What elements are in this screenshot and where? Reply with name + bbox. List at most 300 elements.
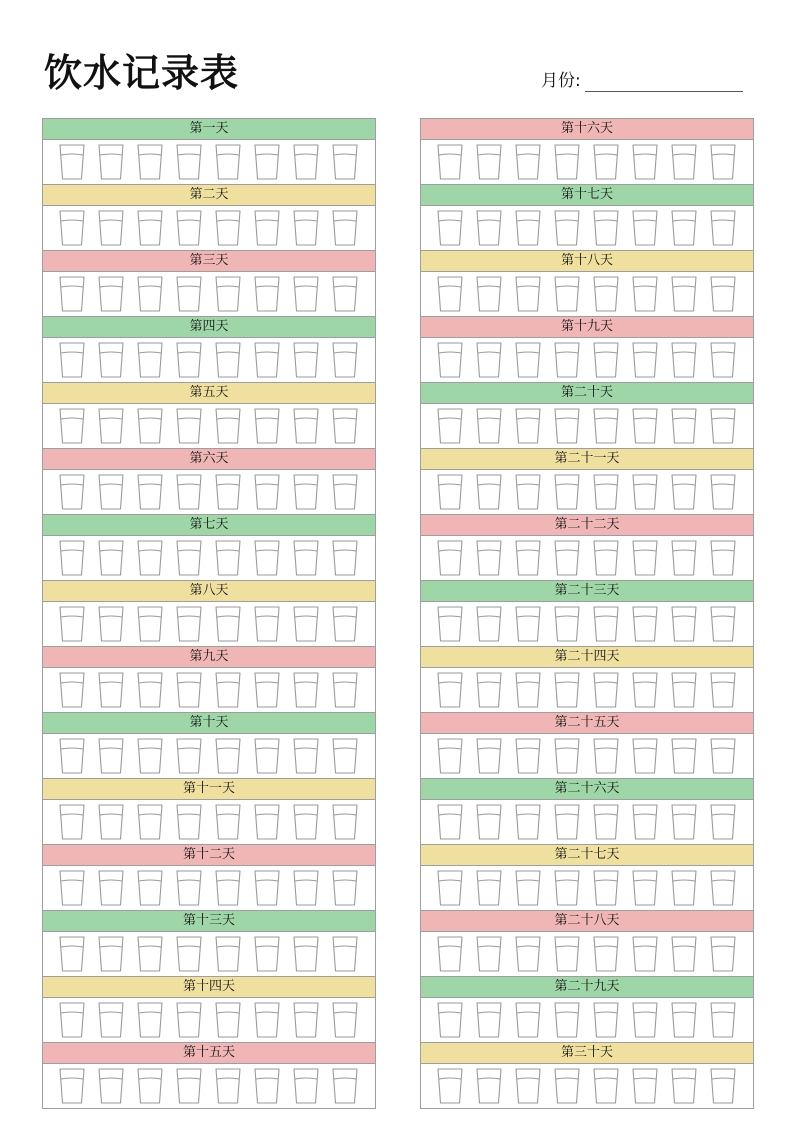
water-cup-icon[interactable] — [670, 935, 698, 973]
water-cup-icon[interactable] — [58, 1067, 86, 1105]
page-title: 饮水记录表 — [44, 51, 240, 95]
water-cup-icon[interactable] — [58, 341, 86, 379]
water-cup-icon[interactable] — [292, 737, 320, 775]
day-block — [42, 383, 376, 449]
water-cup-icon[interactable] — [475, 803, 503, 841]
cup-row — [421, 470, 753, 514]
water-cup-icon[interactable] — [58, 275, 86, 313]
water-cup-icon[interactable] — [292, 275, 320, 313]
water-cup-icon[interactable] — [553, 737, 581, 775]
water-cup-icon[interactable] — [436, 1001, 464, 1039]
water-cup-icon[interactable] — [670, 803, 698, 841]
water-cup-icon[interactable] — [592, 605, 620, 643]
cup-row — [43, 866, 375, 910]
water-cup-icon[interactable] — [436, 1067, 464, 1105]
water-cup-icon[interactable] — [475, 275, 503, 313]
water-cup-icon[interactable] — [253, 143, 281, 181]
water-cup-icon[interactable] — [214, 407, 242, 445]
water-cup-icon[interactable] — [253, 605, 281, 643]
water-cup-icon[interactable] — [709, 1067, 737, 1105]
water-cup-icon[interactable] — [436, 275, 464, 313]
water-cup-icon[interactable] — [253, 209, 281, 247]
water-cup-icon[interactable] — [331, 209, 359, 247]
day-block — [420, 118, 754, 185]
day-block — [42, 911, 376, 977]
water-cup-icon[interactable] — [214, 473, 242, 511]
water-cup-icon[interactable] — [58, 407, 86, 445]
water-cup-icon[interactable] — [175, 407, 203, 445]
water-cup-icon[interactable] — [631, 737, 659, 775]
water-cup-icon[interactable] — [331, 1001, 359, 1039]
water-cup-icon[interactable] — [253, 1001, 281, 1039]
water-cup-icon[interactable] — [670, 209, 698, 247]
water-cup-icon[interactable] — [292, 935, 320, 973]
water-cup-icon[interactable] — [214, 935, 242, 973]
water-cup-icon[interactable] — [436, 869, 464, 907]
water-cup-icon[interactable] — [331, 737, 359, 775]
water-cup-icon[interactable] — [97, 803, 125, 841]
water-cup-icon[interactable] — [97, 209, 125, 247]
water-cup-icon[interactable] — [592, 143, 620, 181]
water-cup-icon[interactable] — [175, 1067, 203, 1105]
water-cup-icon[interactable] — [475, 143, 503, 181]
water-cup-icon[interactable] — [175, 539, 203, 577]
water-cup-icon[interactable] — [514, 605, 542, 643]
day-block — [420, 383, 754, 449]
day-label: 第十天 — [43, 713, 375, 734]
water-cup-icon[interactable] — [670, 1067, 698, 1105]
water-cup-icon[interactable] — [553, 1001, 581, 1039]
water-cup-icon[interactable] — [331, 671, 359, 709]
water-cup-icon[interactable] — [136, 605, 164, 643]
water-cup-icon[interactable] — [631, 605, 659, 643]
water-cup-icon[interactable] — [331, 143, 359, 181]
water-cup-icon[interactable] — [136, 209, 164, 247]
day-label: 第二天 — [43, 185, 375, 206]
water-cup-icon[interactable] — [436, 737, 464, 775]
water-cup-icon[interactable] — [175, 737, 203, 775]
water-cup-icon[interactable] — [631, 539, 659, 577]
water-cup-icon[interactable] — [214, 803, 242, 841]
day-label: 第一天 — [43, 119, 375, 140]
day-block — [420, 317, 754, 383]
water-cup-icon[interactable] — [709, 407, 737, 445]
water-cup-icon[interactable] — [97, 737, 125, 775]
water-cup-icon[interactable] — [58, 473, 86, 511]
water-cup-icon[interactable] — [475, 869, 503, 907]
day-label: 第十一天 — [43, 779, 375, 800]
water-cup-icon[interactable] — [175, 935, 203, 973]
water-cup-icon[interactable] — [331, 869, 359, 907]
water-cup-icon[interactable] — [253, 539, 281, 577]
water-cup-icon[interactable] — [97, 539, 125, 577]
water-cup-icon[interactable] — [331, 341, 359, 379]
cup-row — [43, 734, 375, 778]
day-label: 第十四天 — [43, 977, 375, 998]
day-block — [420, 515, 754, 581]
water-cup-icon[interactable] — [97, 143, 125, 181]
water-cup-icon[interactable] — [136, 473, 164, 511]
water-cup-icon[interactable] — [175, 473, 203, 511]
cup-row — [421, 272, 753, 316]
water-cup-icon[interactable] — [292, 473, 320, 511]
water-cup-icon[interactable] — [709, 605, 737, 643]
water-cup-icon[interactable] — [175, 605, 203, 643]
water-cup-icon[interactable] — [631, 1067, 659, 1105]
water-cup-icon[interactable] — [592, 1067, 620, 1105]
water-cup-icon[interactable] — [475, 605, 503, 643]
water-cup-icon[interactable] — [475, 209, 503, 247]
water-cup-icon[interactable] — [553, 209, 581, 247]
water-cup-icon[interactable] — [175, 803, 203, 841]
water-cup-icon[interactable] — [436, 671, 464, 709]
water-cup-icon[interactable] — [514, 935, 542, 973]
cup-row — [43, 404, 375, 448]
water-cup-icon[interactable] — [631, 143, 659, 181]
water-cup-icon[interactable] — [475, 737, 503, 775]
water-cup-icon[interactable] — [292, 341, 320, 379]
water-cup-icon[interactable] — [58, 209, 86, 247]
cup-row — [43, 470, 375, 514]
water-cup-icon[interactable] — [514, 143, 542, 181]
water-cup-icon[interactable] — [292, 1067, 320, 1105]
water-cup-icon[interactable] — [514, 803, 542, 841]
water-cup-icon[interactable] — [553, 935, 581, 973]
water-cup-icon[interactable] — [709, 803, 737, 841]
water-cup-icon[interactable] — [97, 935, 125, 973]
water-cup-icon[interactable] — [97, 1001, 125, 1039]
water-cup-icon[interactable] — [475, 1001, 503, 1039]
day-block — [42, 251, 376, 317]
cup-row — [43, 932, 375, 976]
water-cup-icon[interactable] — [709, 209, 737, 247]
water-cup-icon[interactable] — [514, 737, 542, 775]
water-cup-icon[interactable] — [631, 407, 659, 445]
water-cup-icon[interactable] — [475, 935, 503, 973]
day-block — [420, 779, 754, 845]
day-block — [42, 581, 376, 647]
water-cup-icon[interactable] — [553, 605, 581, 643]
water-cup-icon[interactable] — [136, 341, 164, 379]
water-cup-icon[interactable] — [292, 407, 320, 445]
water-cup-icon[interactable] — [436, 143, 464, 181]
water-cup-icon[interactable] — [553, 671, 581, 709]
water-cup-icon[interactable] — [514, 869, 542, 907]
water-cup-icon[interactable] — [514, 341, 542, 379]
water-cup-icon[interactable] — [214, 605, 242, 643]
water-cup-icon[interactable] — [631, 341, 659, 379]
cup-row — [421, 932, 753, 976]
water-cup-icon[interactable] — [292, 209, 320, 247]
water-cup-icon[interactable] — [214, 869, 242, 907]
water-cup-icon[interactable] — [553, 143, 581, 181]
water-cup-icon[interactable] — [631, 803, 659, 841]
day-label: 第七天 — [43, 515, 375, 536]
water-cup-icon[interactable] — [136, 275, 164, 313]
water-cup-icon[interactable] — [175, 341, 203, 379]
water-cup-icon[interactable] — [331, 1067, 359, 1105]
water-cup-icon[interactable] — [58, 935, 86, 973]
cup-row — [43, 998, 375, 1042]
water-cup-icon[interactable] — [97, 407, 125, 445]
water-cup-icon[interactable] — [292, 803, 320, 841]
day-block — [420, 185, 754, 251]
month-label: 月份: — [541, 71, 581, 91]
water-cup-icon[interactable] — [436, 539, 464, 577]
water-cup-icon[interactable] — [175, 671, 203, 709]
water-cup-icon[interactable] — [670, 275, 698, 313]
water-cup-icon[interactable] — [175, 275, 203, 313]
water-cup-icon[interactable] — [631, 869, 659, 907]
day-block — [42, 1043, 376, 1109]
water-cup-icon[interactable] — [331, 473, 359, 511]
water-cup-icon[interactable] — [331, 605, 359, 643]
water-cup-icon[interactable] — [709, 341, 737, 379]
water-cup-icon[interactable] — [97, 473, 125, 511]
water-cup-icon[interactable] — [136, 407, 164, 445]
water-cup-icon[interactable] — [670, 737, 698, 775]
water-cup-icon[interactable] — [58, 803, 86, 841]
water-cup-icon[interactable] — [214, 1001, 242, 1039]
water-cup-icon[interactable] — [175, 1001, 203, 1039]
water-cup-icon[interactable] — [292, 539, 320, 577]
cup-row — [421, 602, 753, 646]
water-cup-icon[interactable] — [553, 803, 581, 841]
water-cup-icon[interactable] — [58, 605, 86, 643]
water-cup-icon[interactable] — [214, 671, 242, 709]
day-label: 第二十六天 — [421, 779, 753, 800]
water-cup-icon[interactable] — [253, 1067, 281, 1105]
water-cup-icon[interactable] — [670, 869, 698, 907]
water-cup-icon[interactable] — [592, 341, 620, 379]
water-cup-icon[interactable] — [670, 605, 698, 643]
water-cup-icon[interactable] — [514, 671, 542, 709]
water-cup-icon[interactable] — [97, 671, 125, 709]
day-label: 第十九天 — [421, 317, 753, 338]
water-cup-icon[interactable] — [592, 935, 620, 973]
water-cup-icon[interactable] — [709, 473, 737, 511]
water-cup-icon[interactable] — [292, 671, 320, 709]
water-cup-icon[interactable] — [136, 1001, 164, 1039]
water-cup-icon[interactable] — [670, 407, 698, 445]
water-cup-icon[interactable] — [475, 539, 503, 577]
water-cup-icon[interactable] — [58, 869, 86, 907]
cup-row — [421, 140, 753, 184]
water-cup-icon[interactable] — [670, 671, 698, 709]
water-cup-icon[interactable] — [292, 605, 320, 643]
water-cup-icon[interactable] — [592, 869, 620, 907]
water-cup-icon[interactable] — [58, 143, 86, 181]
water-cup-icon[interactable] — [331, 935, 359, 973]
water-cup-icon[interactable] — [136, 869, 164, 907]
water-cup-icon[interactable] — [670, 143, 698, 181]
water-cup-icon[interactable] — [475, 473, 503, 511]
water-cup-icon[interactable] — [436, 605, 464, 643]
water-cup-icon[interactable] — [475, 671, 503, 709]
water-cup-icon[interactable] — [592, 737, 620, 775]
water-cup-icon[interactable] — [97, 869, 125, 907]
day-label: 第六天 — [43, 449, 375, 470]
water-cup-icon[interactable] — [436, 341, 464, 379]
water-cup-icon[interactable] — [631, 1001, 659, 1039]
water-cup-icon[interactable] — [331, 539, 359, 577]
day-block — [420, 251, 754, 317]
water-cup-icon[interactable] — [253, 407, 281, 445]
water-cup-icon[interactable] — [475, 341, 503, 379]
water-cup-icon[interactable] — [553, 473, 581, 511]
day-label: 第十七天 — [421, 185, 753, 206]
day-block — [42, 713, 376, 779]
water-cup-icon[interactable] — [592, 209, 620, 247]
water-cup-icon[interactable] — [709, 1001, 737, 1039]
water-cup-icon[interactable] — [670, 341, 698, 379]
water-cup-icon[interactable] — [331, 407, 359, 445]
water-cup-icon[interactable] — [97, 341, 125, 379]
water-cup-icon[interactable] — [436, 407, 464, 445]
water-cup-icon[interactable] — [58, 671, 86, 709]
water-cup-icon[interactable] — [631, 935, 659, 973]
water-cup-icon[interactable] — [292, 1001, 320, 1039]
water-cup-icon[interactable] — [331, 275, 359, 313]
water-cup-icon[interactable] — [436, 209, 464, 247]
water-cup-icon[interactable] — [514, 407, 542, 445]
water-cup-icon[interactable] — [592, 473, 620, 511]
day-block — [42, 845, 376, 911]
day-block — [420, 911, 754, 977]
water-cup-icon[interactable] — [670, 473, 698, 511]
water-cup-icon[interactable] — [253, 803, 281, 841]
day-label: 第十六天 — [421, 119, 753, 140]
water-cup-icon[interactable] — [709, 737, 737, 775]
water-cup-icon[interactable] — [631, 671, 659, 709]
water-cup-icon[interactable] — [709, 869, 737, 907]
water-cup-icon[interactable] — [514, 1067, 542, 1105]
water-cup-icon[interactable] — [331, 803, 359, 841]
day-label: 第三十天 — [421, 1043, 753, 1064]
right-column — [420, 118, 754, 1109]
water-cup-icon[interactable] — [592, 275, 620, 313]
cup-row — [421, 998, 753, 1042]
water-cup-icon[interactable] — [214, 341, 242, 379]
day-label: 第十八天 — [421, 251, 753, 272]
day-block — [420, 977, 754, 1043]
water-cup-icon[interactable] — [709, 935, 737, 973]
water-cup-icon[interactable] — [214, 539, 242, 577]
water-cup-icon[interactable] — [514, 1001, 542, 1039]
water-cup-icon[interactable] — [58, 1001, 86, 1039]
water-cup-icon[interactable] — [709, 275, 737, 313]
water-cup-icon[interactable] — [175, 143, 203, 181]
water-cup-icon[interactable] — [475, 407, 503, 445]
water-cup-icon[interactable] — [592, 539, 620, 577]
water-cup-icon[interactable] — [58, 737, 86, 775]
water-cup-icon[interactable] — [136, 143, 164, 181]
water-cup-icon[interactable] — [514, 539, 542, 577]
water-cup-icon[interactable] — [214, 1067, 242, 1105]
water-cup-icon[interactable] — [709, 539, 737, 577]
water-cup-icon[interactable] — [631, 209, 659, 247]
water-cup-icon[interactable] — [475, 1067, 503, 1105]
water-cup-icon[interactable] — [214, 209, 242, 247]
water-cup-icon[interactable] — [136, 803, 164, 841]
water-cup-icon[interactable] — [97, 605, 125, 643]
water-cup-icon[interactable] — [136, 539, 164, 577]
water-cup-icon[interactable] — [58, 539, 86, 577]
water-cup-icon[interactable] — [553, 275, 581, 313]
water-cup-icon[interactable] — [553, 407, 581, 445]
water-cup-icon[interactable] — [97, 1067, 125, 1105]
water-cup-icon[interactable] — [709, 671, 737, 709]
month-input-line[interactable] — [585, 79, 743, 92]
water-cup-icon[interactable] — [553, 869, 581, 907]
water-cup-icon[interactable] — [136, 737, 164, 775]
water-cup-icon[interactable] — [253, 869, 281, 907]
water-cup-icon[interactable] — [214, 275, 242, 313]
day-label: 第二十一天 — [421, 449, 753, 470]
water-cup-icon[interactable] — [592, 803, 620, 841]
cup-row — [421, 668, 753, 712]
water-cup-icon[interactable] — [436, 803, 464, 841]
water-cup-icon[interactable] — [253, 737, 281, 775]
water-cup-icon[interactable] — [136, 671, 164, 709]
water-cup-icon[interactable] — [253, 275, 281, 313]
water-cup-icon[interactable] — [214, 143, 242, 181]
water-cup-icon[interactable] — [253, 935, 281, 973]
water-cup-icon[interactable] — [136, 935, 164, 973]
water-cup-icon[interactable] — [592, 1001, 620, 1039]
water-cup-icon[interactable] — [514, 275, 542, 313]
water-cup-icon[interactable] — [136, 1067, 164, 1105]
water-cup-icon[interactable] — [214, 737, 242, 775]
water-cup-icon[interactable] — [253, 341, 281, 379]
day-label: 第三天 — [43, 251, 375, 272]
day-block — [420, 713, 754, 779]
water-cup-icon[interactable] — [436, 473, 464, 511]
water-cup-icon[interactable] — [253, 671, 281, 709]
water-cup-icon[interactable] — [292, 869, 320, 907]
water-cup-icon[interactable] — [253, 473, 281, 511]
water-cup-icon[interactable] — [592, 671, 620, 709]
water-cup-icon[interactable] — [631, 275, 659, 313]
cup-row — [421, 206, 753, 250]
cup-row — [43, 272, 375, 316]
water-cup-icon[interactable] — [592, 407, 620, 445]
water-cup-icon[interactable] — [97, 275, 125, 313]
cup-row — [43, 1064, 375, 1108]
water-cup-icon[interactable] — [631, 473, 659, 511]
water-cup-icon[interactable] — [514, 209, 542, 247]
cup-row — [43, 800, 375, 844]
water-cup-icon[interactable] — [670, 539, 698, 577]
month-field[interactable] — [541, 70, 743, 92]
day-label: 第二十二天 — [421, 515, 753, 536]
cup-row — [421, 1064, 753, 1108]
water-cup-icon[interactable] — [553, 1067, 581, 1105]
cup-row — [421, 800, 753, 844]
day-label: 第二十八天 — [421, 911, 753, 932]
water-cup-icon[interactable] — [553, 341, 581, 379]
water-cup-icon[interactable] — [670, 1001, 698, 1039]
water-cup-icon[interactable] — [553, 539, 581, 577]
water-cup-icon[interactable] — [514, 473, 542, 511]
water-cup-icon[interactable] — [709, 143, 737, 181]
water-cup-icon[interactable] — [175, 869, 203, 907]
water-cup-icon[interactable] — [292, 143, 320, 181]
water-cup-icon[interactable] — [175, 209, 203, 247]
water-cup-icon[interactable] — [436, 935, 464, 973]
cup-row — [421, 338, 753, 382]
cup-row — [421, 734, 753, 778]
